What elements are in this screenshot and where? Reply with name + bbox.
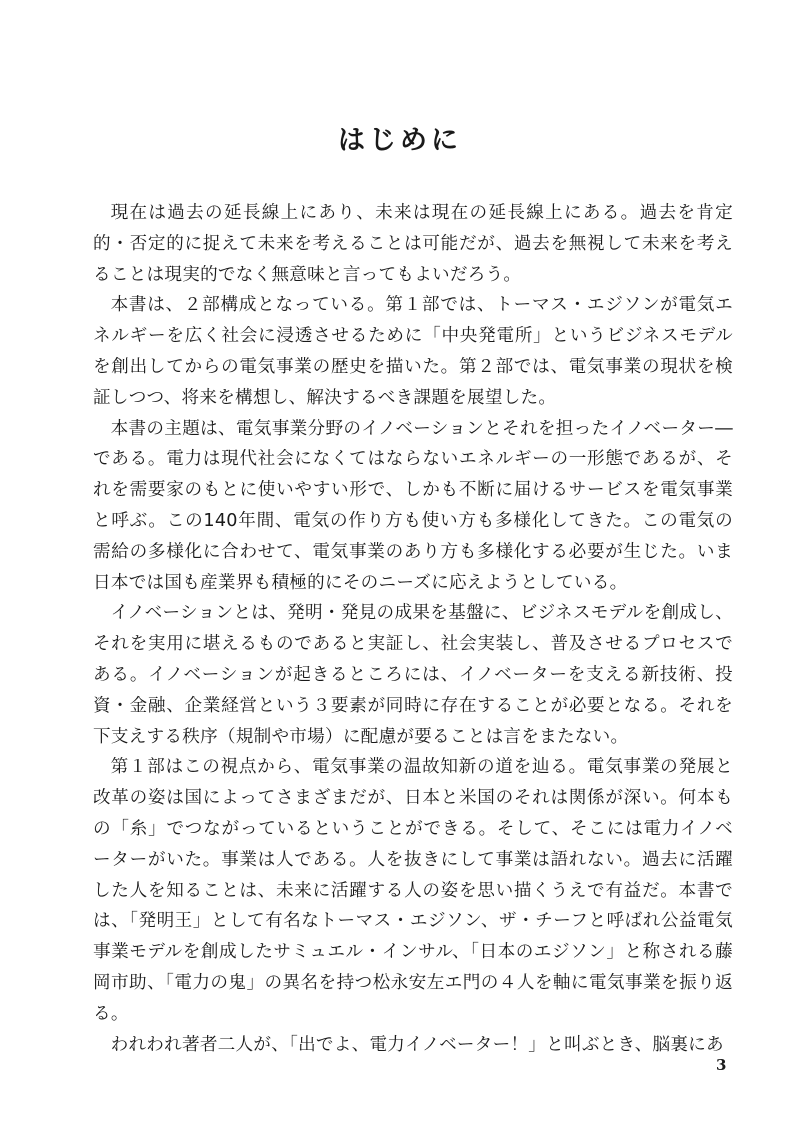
body-text [93, 198, 733, 1060]
paragraph: 現在は過去の延長線上にあり、未来は現在の延長線上にある。過去を肯定的・否定的に捉えて未来を考えることは可能だが、過去を無視して未来を考えることは現実的でなく無意味と言ってもよいだろう。 [93, 203, 733, 285]
paragraph: われわれ著者二人が、「出でよ、電力イノベーター！」と叫ぶとき、脳裏にあ [110, 1034, 724, 1055]
paragraph: 第１部はこの視点から、電気事業の温故知新の道を辿る。電気事業の発展と改革の姿は国によってさまざまだが、日本と米国のそれは関係が深い。何本もの「糸」でつながっているということができる。そして、そこには電力イノベーターがいた。事業は人である。人を抜きにして事業は語れない。過去に活躍した人を知ることは、未来に活躍する人の姿を思い描くうえで有益だ。本書では、「発明王」として有名なトーマス・エジソン、ザ・チーフと呼ばれ公益電気事業モデルを創成したサミュエル・インサル、「日本のエジソン」と称される藤岡市助、「電力の鬼」の異名を持つ松永安左エ門の４人を軸に電気事業を振り返る。 [93, 757, 733, 1024]
page-number: 3 [716, 1056, 727, 1074]
page-title: はじめに [338, 125, 462, 156]
paragraph: イノベーションとは、発明・発見の成果を基盤に、ビジネスモデルを創成し、それを実用に堪えるものであると実証し、社会実装し、普及させるプロセスである。イノベーションが起きるところには、イノベーターを支える新技術、投資・金融、企業経営という３要素が同時に存在することが必要となる。それを下支えする秩序（規制や市場）に配慮が要ることは言をまたない。 [93, 603, 733, 747]
paragraph: 本書は、２部構成となっている。第１部では、トーマス・エジソンが電気エネルギーを広く社会に浸透させるために「中央発電所」というビジネスモデルを創出してからの電気事業の歴史を描いた。第２部では、電気事業の現状を検証しつつ、将来を構想し、解決するべき課題を展望した。 [93, 295, 733, 408]
paragraph: 本書の主題は、電気事業分野のイノベーションとそれを担ったイノベーター―である。電力は現代社会になくてはならないエネルギーの一形態であるが、それを需要家のもとに使いやすい形で、しかも不断に届けるサービスを電気事業と呼ぶ。この140年間、電気の作り方も使い方も多様化してきた。この電気の需給の多様化に合わせて、電気事業のあり方も多様化する必要が生じた。いま日本では国も産業界も積極的にそのニーズに応えようとしている。 [93, 418, 733, 593]
